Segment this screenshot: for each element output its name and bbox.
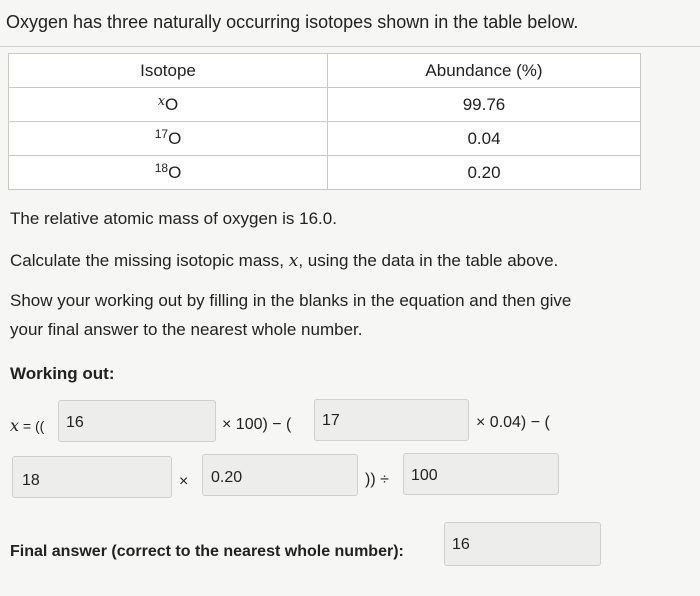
isotope-cell	[9, 156, 328, 190]
blank-value-5: 100	[411, 467, 438, 484]
operator-2: × 0.04) − (	[476, 414, 550, 431]
isotope-mass: 17	[154, 126, 169, 141]
isotope-var: x	[157, 94, 166, 109]
isotope-element: O	[168, 162, 182, 182]
blank-value-2: 17	[322, 412, 340, 429]
operator-1: × 100) − (	[222, 416, 292, 433]
blank-value-4: 0.20	[211, 469, 243, 486]
isotope-table	[8, 53, 641, 190]
operator-4: )) ÷	[365, 471, 389, 488]
abundance-cell: 0.20	[328, 156, 641, 190]
relative-mass-text: The relative atomic mass of oxygen is 16.0.	[10, 209, 337, 228]
table-header-row	[9, 54, 641, 88]
final-answer-value: 16	[452, 536, 470, 553]
table-row	[9, 122, 641, 156]
header-abundance: Abundance (%)	[328, 54, 641, 88]
isotope-cell	[9, 122, 328, 156]
show-instruction-line1: Show your working out by filling in the blanks in the equation and then give	[10, 291, 572, 310]
divider	[0, 46, 700, 47]
calculate-instruction: Calculate the missing isotopic mass, x, using the data in the table above.	[10, 251, 559, 271]
final-answer-label: Final answer (correct to the nearest whole number):	[10, 543, 404, 560]
isotope-cell	[9, 88, 328, 122]
working-out-label: Working out:	[10, 364, 115, 383]
isotope-mass: 18	[154, 160, 169, 175]
blank-value-1: 16	[66, 414, 84, 431]
isotope-element: O	[165, 95, 179, 114]
header-isotope: Isotope	[9, 54, 328, 88]
show-instruction-line2: your final answer to the nearest whole number.	[10, 320, 363, 339]
isotope-element: O	[168, 128, 182, 148]
table-row	[9, 88, 641, 122]
table-row	[9, 156, 641, 190]
intro-text: Oxygen has three naturally occurring isotopes shown in the table below.	[6, 12, 579, 32]
abundance-cell: 99.76	[328, 88, 641, 122]
equation-lead: x = ((	[10, 416, 45, 435]
operator-3: ×	[179, 473, 189, 490]
calc-variable: x	[288, 251, 299, 271]
blank-value-3: 18	[22, 472, 40, 489]
abundance-cell: 0.04	[328, 122, 641, 156]
